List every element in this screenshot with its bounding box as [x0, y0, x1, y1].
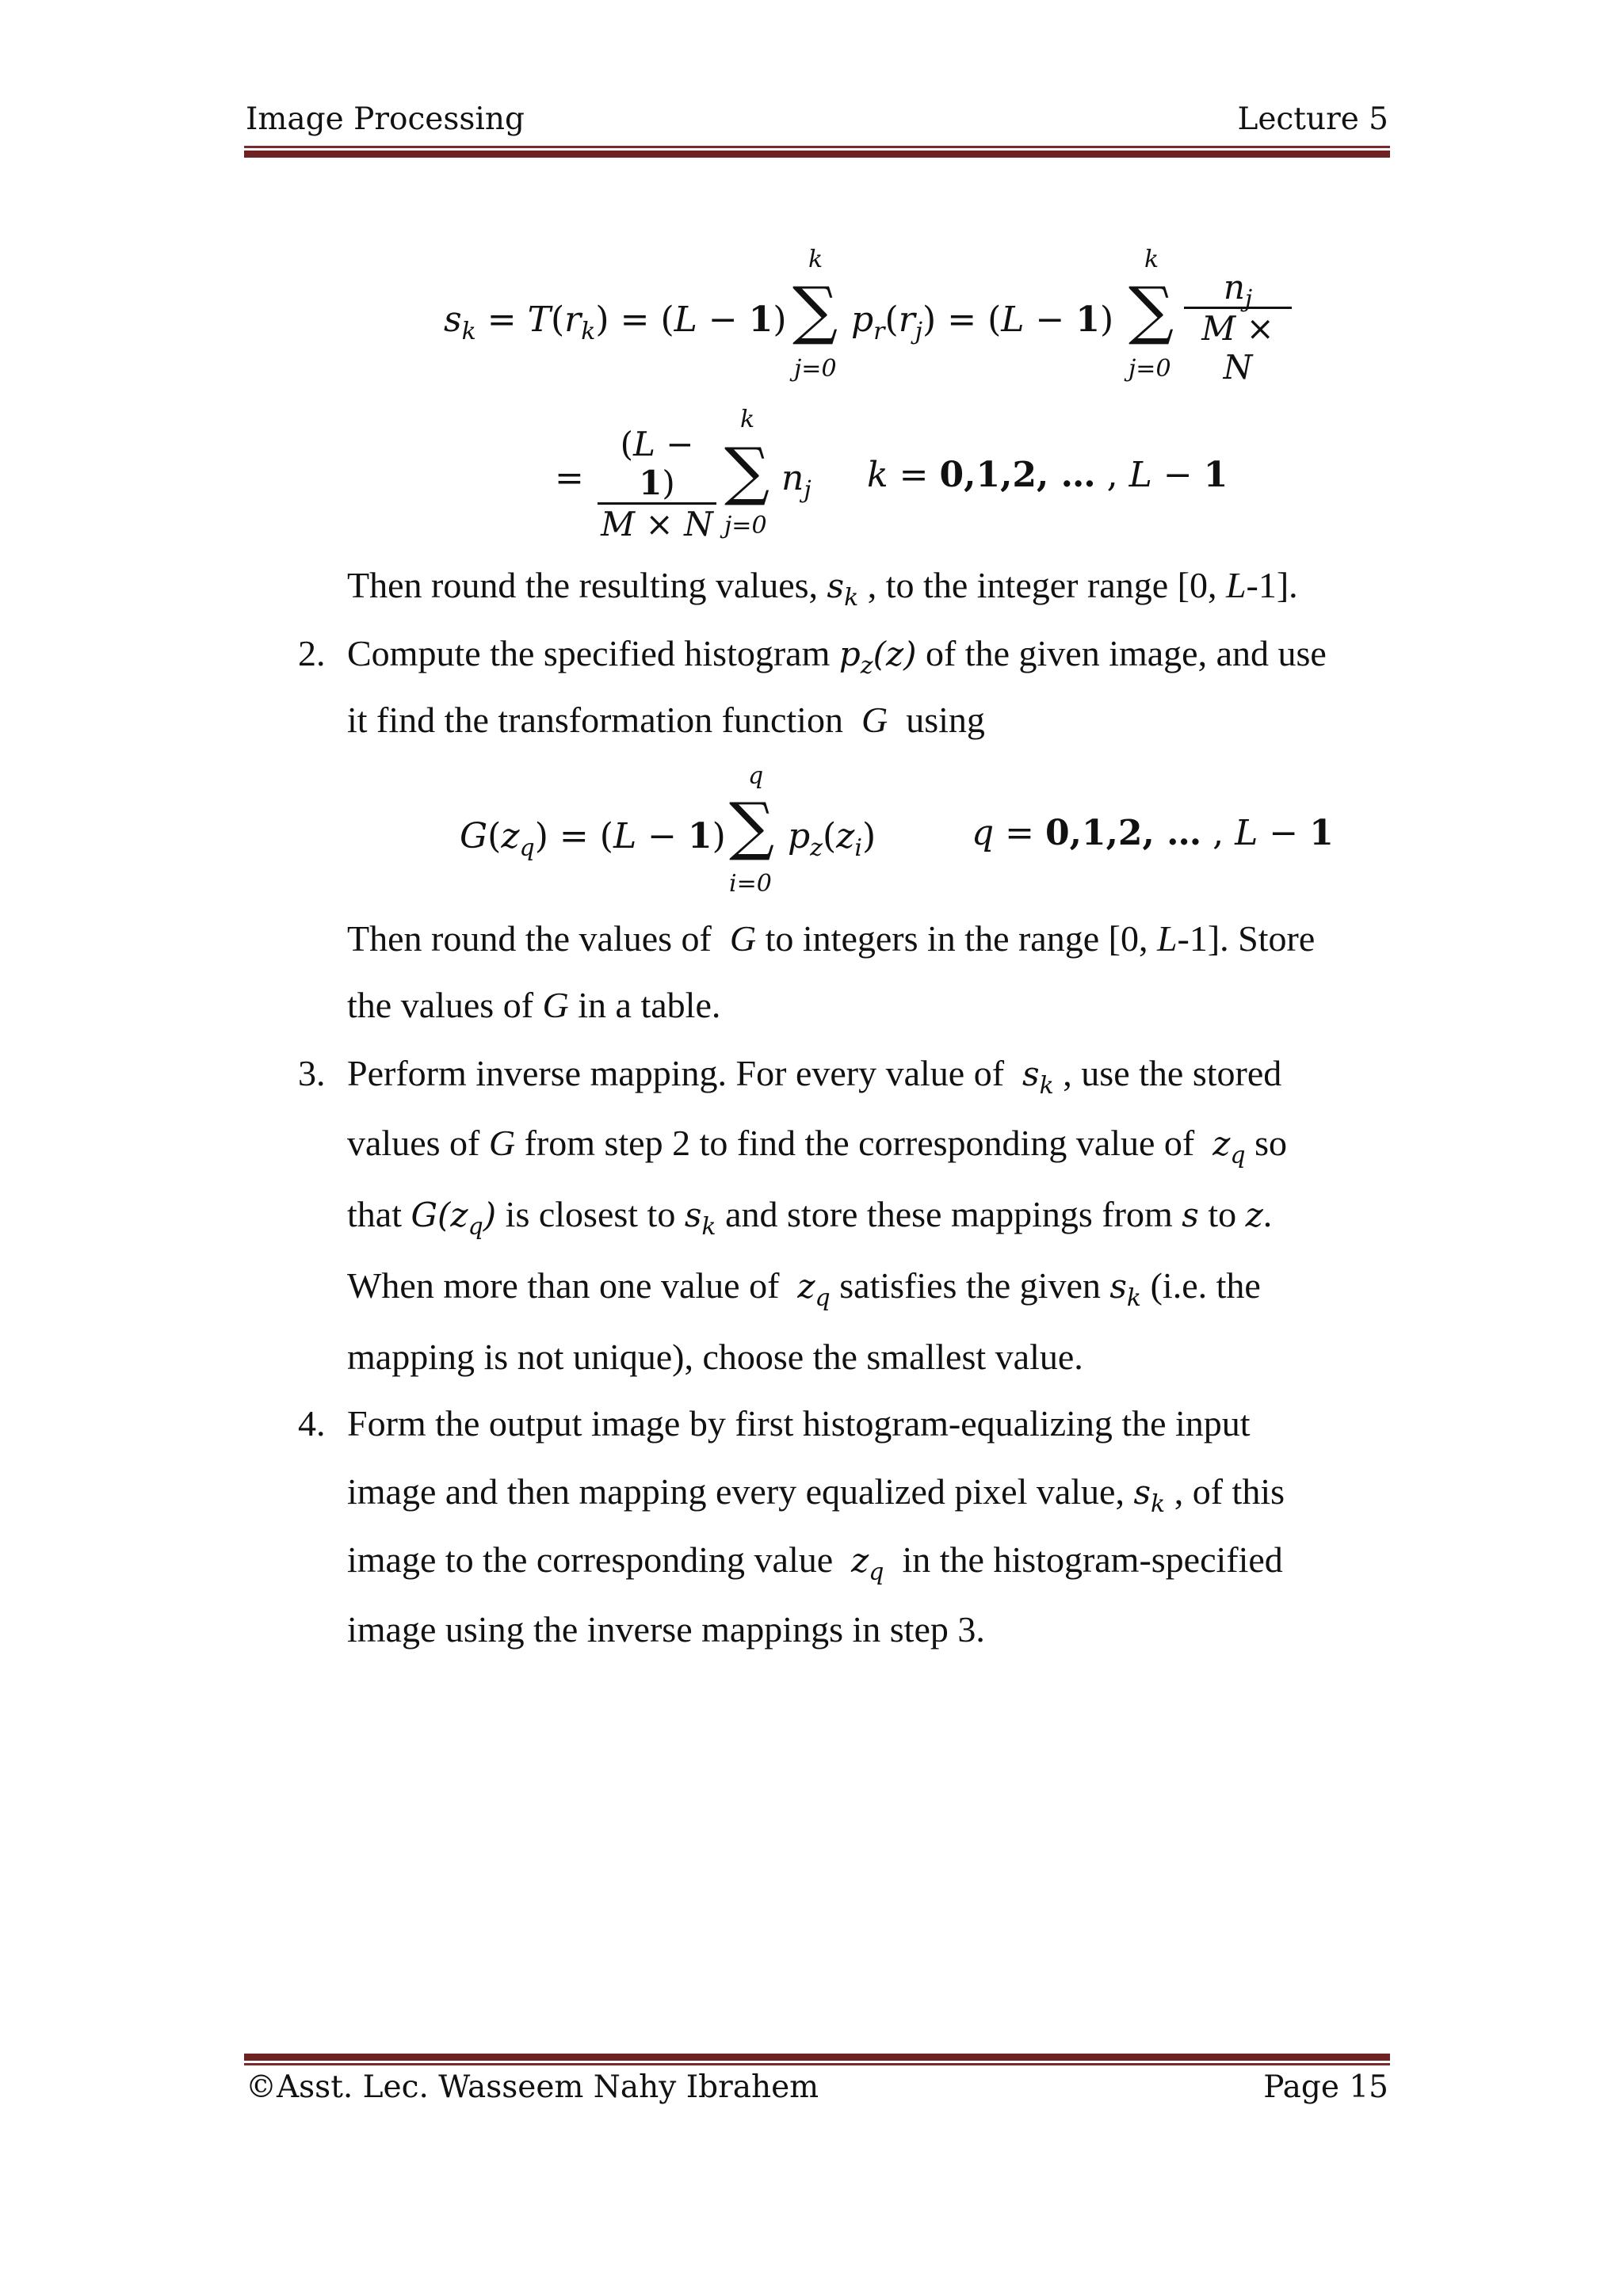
- eq1-fraction: $n_j$ M × N: [1184, 268, 1292, 387]
- para-round-values: Then round the resulting values, $s_k$ , to the integer range [0, L-1].: [347, 565, 1298, 612]
- footer-author: ©Asst. Lec. Wasseem Nahy Ibrahem: [246, 2069, 819, 2105]
- step-4-line-2: image and then mapping every equalized pixel value, $s_k$ , of this: [347, 1471, 1285, 1518]
- header-title: Image Processing: [246, 101, 525, 137]
- eq2-range: q = 0,1,2, … , L − 1: [972, 813, 1334, 853]
- step-4-line-1: Form the output image by first histogram-equalizing the input: [347, 1403, 1251, 1444]
- sum-symbol: ∑: [724, 434, 770, 508]
- page-footer: [246, 2069, 1388, 2109]
- footer-page-number: Page 15: [1263, 2069, 1388, 2105]
- step-3-line-3: that $G(z_q)$ is closest to $s_k$ and store these mappings from s to z.: [347, 1194, 1273, 1241]
- para-round-g-line-2: the values of G in a table.: [347, 985, 721, 1025]
- sum-symbol: ∑: [729, 789, 775, 863]
- header-rule: [244, 146, 1390, 158]
- step-4-line-4: image using the inverse mappings in step 3.: [347, 1609, 985, 1650]
- eq1-range: k = 0,1,2, … , L − 1: [867, 455, 1228, 495]
- step-3-line-4: When more than one value of $z_q$ satisfies the given $s_k$ (i.e. the: [347, 1265, 1261, 1312]
- para-round-g-line-1: Then round the values of G to integers in the range [0, L-1]. Store: [347, 918, 1316, 959]
- eq1-mid: $p_r(r_j) = (L - 1)$: [851, 299, 1114, 345]
- sum-symbol: ∑: [792, 273, 838, 347]
- step-3-line-2: values of G from step 2 to find the corresponding value of $z_q$ so: [347, 1123, 1288, 1169]
- step-2-line-2: it find the transformation function G using: [347, 700, 985, 740]
- step-3-number: 3.: [298, 1053, 326, 1093]
- eq2-fraction: (L − 1) M × N: [598, 425, 716, 543]
- step-3-line-1: Perform inverse mapping. For every value of $s_k$ , use the stored: [347, 1053, 1282, 1100]
- header-lecture: Lecture 5: [1237, 101, 1388, 137]
- step-2-number: 2.: [298, 633, 326, 673]
- step-4-number: 4.: [298, 1403, 326, 1444]
- page-header: [246, 101, 1388, 141]
- step-2-line-1: Compute the specified histogram $p_z(z)$ of the given image, and use: [347, 633, 1327, 680]
- footer-rule: [244, 2054, 1390, 2065]
- step-4-line-3: image to the corresponding value $z_q$ in the histogram-specified: [347, 1539, 1283, 1586]
- eq1-lhs: $s_k = T(r_k) = (L - 1)$: [444, 299, 787, 345]
- step-3-line-5: mapping is not unique), choose the smallest value.: [347, 1337, 1083, 1377]
- sum-symbol: ∑: [1128, 273, 1174, 347]
